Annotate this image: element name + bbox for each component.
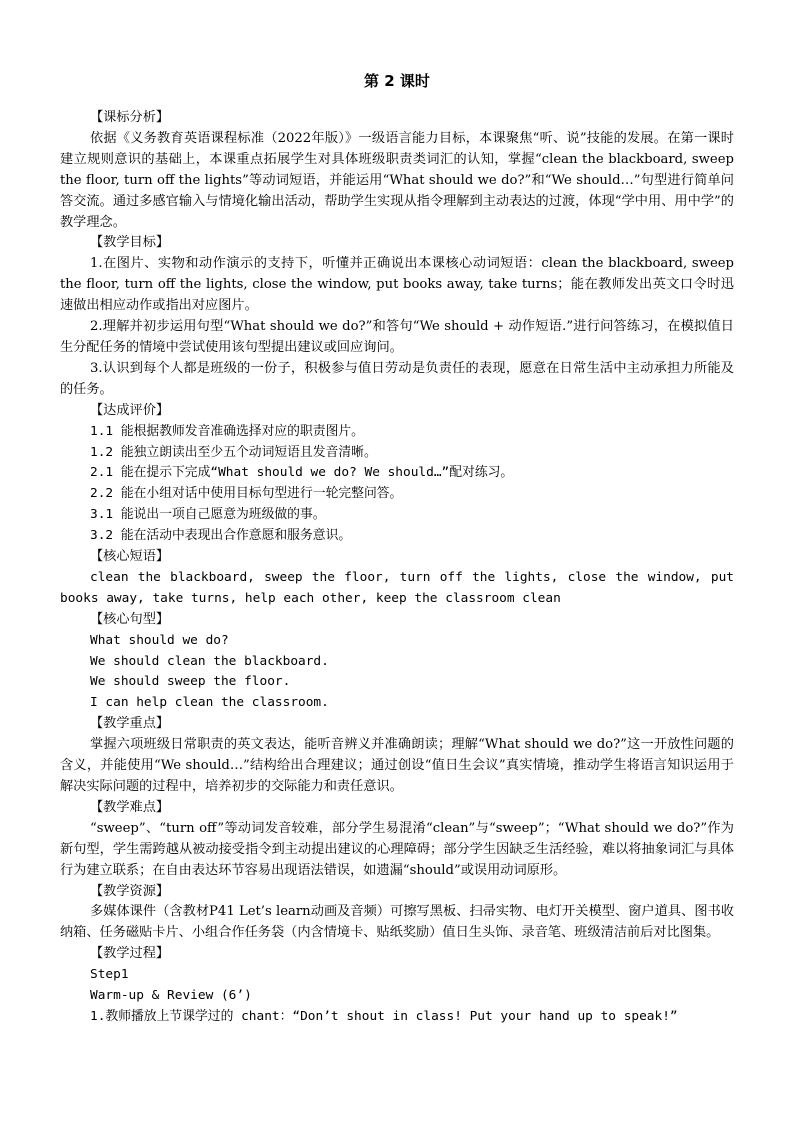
objective-item: 1.在图片、实物和动作演示的支持下，听懂并正确说出本课核心动词短语：clean the blackboard, sweep the floor, turn off the lights, close the window, put books away, take turns；能在教师发出英文口令时迅速做出相应动作或指出对应图片。 xyxy=(60,256,734,314)
section-heading-resources: 【教学资源】 xyxy=(90,883,170,899)
section-heading-core-phrases: 【核心短语】 xyxy=(90,549,170,565)
assessment-item: 3.1 能说出一项自己愿意为班级做的事。 xyxy=(90,507,326,523)
assessment-item: 1.2 能独立朗读出至少五个动词短语且发音清晰。 xyxy=(90,444,377,460)
section-heading-difficulties: 【教学难点】 xyxy=(90,799,170,815)
section-heading-core-sentences: 【核心句型】 xyxy=(90,611,170,627)
assessment-item: 2.1 能在提示下完成“What should we do? We should…”配对练习。 xyxy=(90,465,514,481)
process-item: 1.教师播放上节课学过的 chant：“Don’t shout in class! Put your hand up to speak!” xyxy=(90,1008,678,1024)
warm-up-label: Warm-up & Review (6’) xyxy=(90,988,252,1004)
page-title: 第 2 课时 xyxy=(364,72,430,90)
section-heading-key-points: 【教学重点】 xyxy=(90,716,170,732)
core-sentence: What should we do? xyxy=(90,632,229,648)
objective-item: 2.理解并初步运用句型“What should we do?”和答句“We should + 动作短语.”进行问答练习，在模拟值日生分配任务的情境中尝试使用该句型提出建议或回应询问。 xyxy=(60,319,734,355)
document-page xyxy=(60,70,734,1028)
assessment-item: 1.1 能根据教师发音准确选择对应的职责图片。 xyxy=(90,423,364,439)
core-sentence: We should sweep the floor. xyxy=(90,674,291,690)
assessment-item: 3.2 能在活动中表现出合作意愿和服务意识。 xyxy=(90,528,352,544)
core-phrases-text: clean the blackboard, sweep the floor, turn off the lights, close the window, put books away, take turns, help each other, keep the classroom clean xyxy=(60,569,734,606)
curriculum-analysis-paragraph: 依据《义务教育英语课程标准（2022年版）》一级语言能力目标，本课聚焦“听、说”技能的发展。在第一课时建立规则意识的基础上，本课重点拓展学生对具体班级职责类词汇的认知，掌握“clean the blackboard, sweep the floor, turn off the lights”等动词短语，并能运用“What should we do?”和“We should…”句型进行简单问答交流。通过多感官输入与情境化输出活动，帮助学生实现从指令理解到主动表达的过渡，体现“学中用、用中学”的教学理念。 xyxy=(60,130,734,230)
core-sentence: I can help clean the classroom. xyxy=(90,695,329,711)
section-heading-teaching-objectives: 【教学目标】 xyxy=(90,235,170,251)
step-label: Step1 xyxy=(90,967,129,983)
section-heading-assessment: 【达成评价】 xyxy=(90,402,170,418)
section-heading-curriculum-analysis: 【课标分析】 xyxy=(90,110,170,125)
section-heading-teaching-process: 【教学过程】 xyxy=(90,946,170,962)
resources-paragraph: 多媒体课件（含教材P41 Let’s learn动画及音频）可擦写黑板、扫帚实物、电灯开关模型、窗户道具、图书收纳箱、任务磁贴卡片、小组合作任务袋（内含情境卡、贴纸奖励）值日生头饰、录音笔、班级清洁前后对比图集。 xyxy=(60,904,734,941)
core-sentence: We should clean the blackboard. xyxy=(90,653,329,669)
objective-item: 3.认识到每个人都是班级的一份子，积极参与值日劳动是负责任的表现，愿意在日常生活中主动承担力所能及的任务。 xyxy=(60,360,734,397)
assessment-item: 2.2 能在小组对话中使用目标句型进行一轮完整问答。 xyxy=(90,486,403,502)
difficulties-paragraph: “sweep”、“turn off”等动词发音较难，部分学生易混淆“clean”与“sweep”；“What should we do?”作为新句型，学生需跨越从被动接受指令到主动提出建议的心理障碍；部分学生因缺乏生活经验，难以将抽象词汇与具体行为建立联系；在自由表达环节容易出现语法错误，如遗漏“should”或误用动词原形。 xyxy=(60,820,734,878)
key-points-paragraph: 掌握六项班级日常职责的英文表达，能听音辨义并准确朗读；理解“What should we do?”这一开放性问题的含义，并能使用“We should…”结构给出合理建议；通过创设“值日生会议”真实情境，推动学生将语言知识运用于解决实际问题的过程中，培养初步的交际能力和责任意识。 xyxy=(60,737,734,794)
